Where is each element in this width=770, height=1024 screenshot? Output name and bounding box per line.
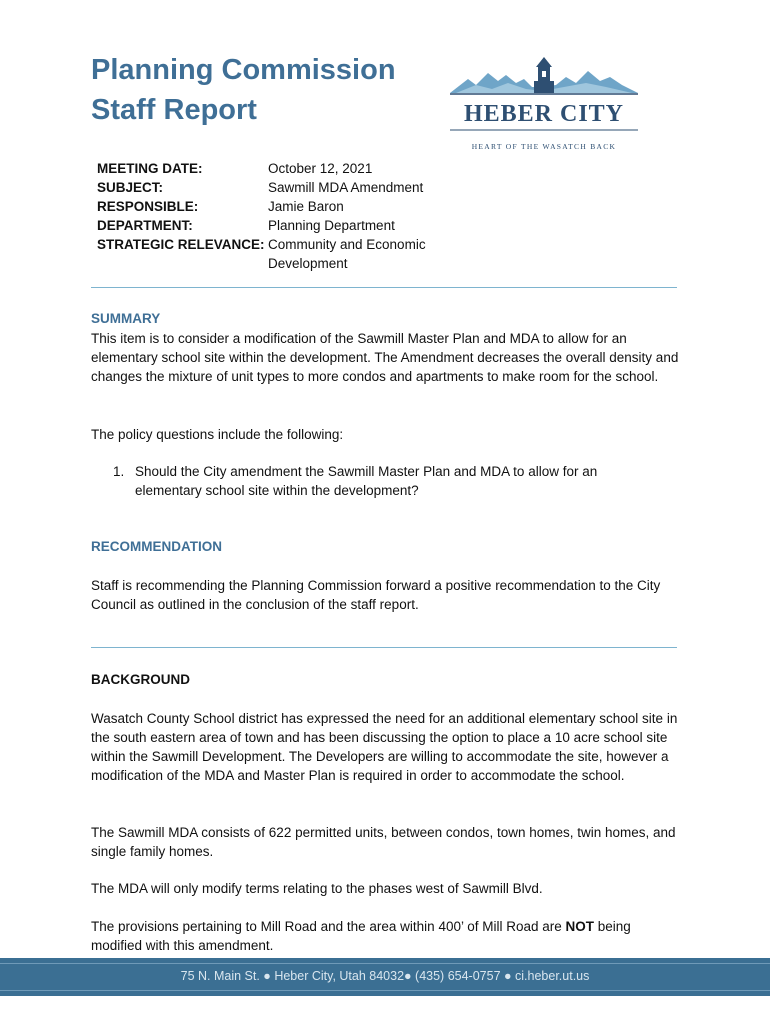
divider (91, 647, 677, 648)
meta-value: Jamie Baron (268, 199, 344, 214)
meta-label: STRATEGIC RELEVANCE: (97, 237, 265, 252)
footer-address: 75 N. Main St. ● Heber City, Utah 84032● (435) 654-0757 ● ci.heber.ut.us (180, 969, 590, 983)
meta-label: DEPARTMENT: (97, 218, 193, 233)
p4-emphasis: NOT (565, 919, 595, 934)
meta-table (97, 159, 448, 273)
policy-intro: The policy questions include the following: (91, 427, 344, 442)
meta-label (97, 254, 268, 273)
meta-value: Community and Economic (268, 237, 426, 252)
bell-tower-icon (534, 57, 554, 93)
list-item (113, 462, 633, 500)
background-paragraph-4 (91, 917, 681, 955)
summary-text: This item is to consider a modification of the Sawmill Master Plan and MDA to allow for an elementary school site within the development. The Amendment decreases the overall density and changes the mixture of unit types to more condos and apartments to make room for the school. (91, 331, 679, 384)
title-line-1: Planning Commission (91, 54, 396, 86)
page-title (91, 50, 396, 130)
meta-row (97, 159, 448, 178)
background-paragraph-3: The MDA will only modify terms relating to the phases west of Sawmill Blvd. (91, 881, 543, 896)
list-text: Should the City amendment the Sawmill Master Plan and MDA to allow for an elementary school site within the development? (135, 464, 598, 498)
meta-value: October 12, 2021 (268, 161, 373, 176)
summary-heading: SUMMARY (91, 311, 161, 326)
recommendation-text: Staff is recommending the Planning Commission forward a positive recommendation to the City Council as outlined in the conclusion of the staff report. (91, 578, 661, 612)
meta-row (97, 235, 448, 254)
meta-label: RESPONSIBLE: (97, 199, 199, 214)
logo-name: HEBER CITY (463, 101, 625, 127)
logo-tagline: HEART OF THE WASATCH BACK (471, 142, 617, 151)
meta-row (97, 178, 448, 197)
meta-row (97, 197, 448, 216)
meta-row (97, 254, 448, 273)
meta-value: Sawmill MDA Amendment (268, 180, 424, 195)
meta-value: Planning Department (268, 218, 395, 233)
meta-value: Development (268, 256, 348, 271)
background-paragraph-2: The Sawmill MDA consists of 622 permitted units, between condos, town homes, twin homes, and single family homes. (91, 825, 676, 859)
p4-text-end: being modified with this amendment. (91, 919, 631, 953)
divider (91, 287, 677, 288)
background-paragraph-1: Wasatch County School district has expressed the need for an additional elementary school site in the south eastern area of town and has been discussing the option to place a 10 acre school site within the Sawmill Development. The Developers are willing to accommodate the site, however a modification of the MDA and Master Plan is required in order to accommodate the school. (91, 711, 678, 783)
list-number: 1. (113, 464, 125, 479)
meta-row (97, 216, 448, 235)
p4-text: The provisions pertaining to Mill Road and the area within 400’ of Mill Road are (91, 919, 566, 934)
meta-label: SUBJECT: (97, 180, 164, 195)
title-line-2: Staff Report (91, 94, 257, 126)
recommendation-heading: RECOMMENDATION (91, 539, 222, 554)
heber-city-logo (446, 55, 642, 155)
background-heading: BACKGROUND (91, 672, 190, 687)
meta-label: MEETING DATE: (97, 161, 203, 176)
